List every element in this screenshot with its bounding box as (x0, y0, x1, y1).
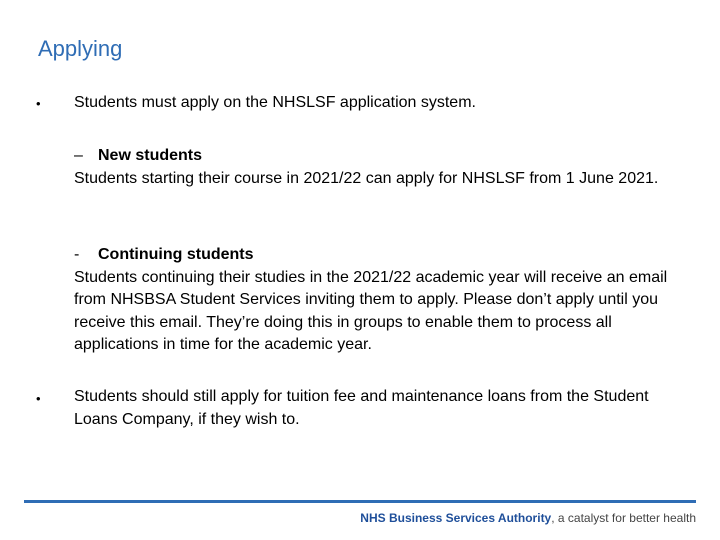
dash-marker: - (74, 246, 80, 263)
sub-item-heading (74, 145, 684, 168)
sub-item-new-students (74, 145, 684, 190)
footer-divider (24, 500, 696, 503)
new-students-body: Students starting their course in 2021/22 can apply for NHSLSF from 1 June 2021. (74, 169, 659, 187)
footer-organization: NHS Business Services Authority (360, 511, 552, 525)
footer-tagline: a catalyst for better health (554, 511, 696, 525)
new-students-heading: New students (98, 147, 203, 164)
continuing-students-heading: Continuing students (98, 246, 254, 263)
bullet-text-student-loans: Students should still apply for tuition fee and maintenance loans from the Student Loans Company, if they wish to. (74, 388, 649, 428)
dash-marker: – (74, 147, 83, 164)
bullet-text-apply-system: Students must apply on the NHSLSF application system. (74, 94, 476, 111)
bullet-marker: • (36, 96, 41, 111)
continuing-students-body: Students continuing their studies in the 2021/22 academic year will receive an email from NHSBSA Student Services inviting them to apply. Please don’t apply until you receive this email. They’re doing this in groups to enable them to process all applications in time for the academic year. (74, 268, 668, 353)
sub-item-heading (74, 244, 684, 267)
footer (360, 511, 696, 525)
sub-item-continuing-students (74, 244, 684, 357)
footer-separator: , (551, 511, 555, 525)
slide-title: Applying (38, 36, 123, 61)
bullet-marker: • (36, 391, 41, 406)
